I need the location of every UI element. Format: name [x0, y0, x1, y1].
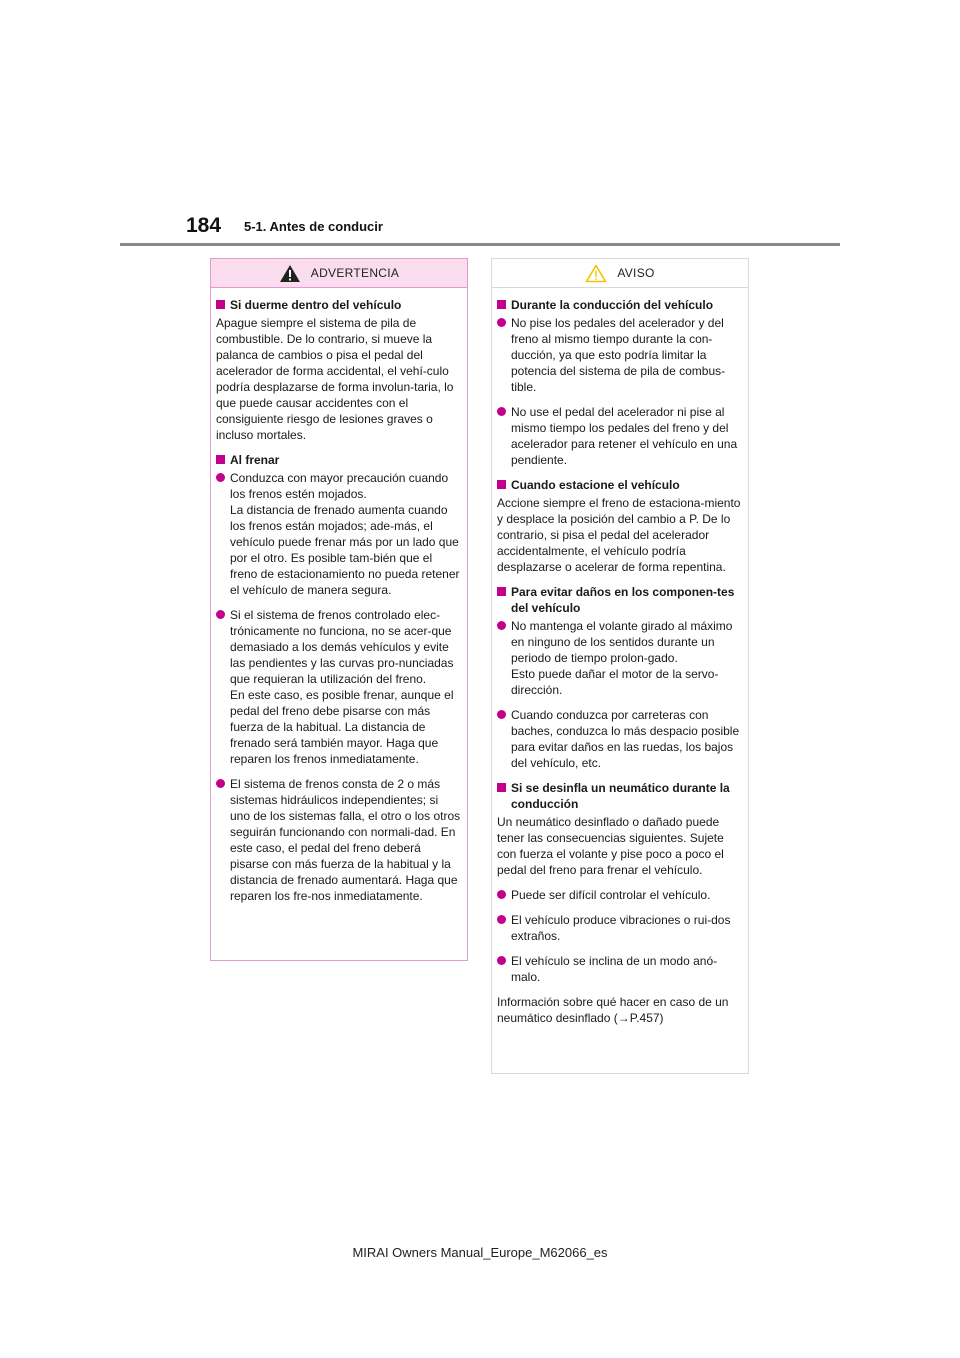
circle-bullet-icon	[497, 621, 506, 630]
warning-box-header	[211, 259, 467, 288]
section-heading	[497, 297, 742, 313]
warning-triangle-outline-icon	[585, 264, 607, 283]
list-item	[216, 607, 461, 767]
section-heading-text: Cuando estacione el vehículo	[511, 478, 680, 492]
list-item-text: Cuando conduzca por carreteras con baches, conduzca lo más despacio posible para evitar daños en las ruedas, los bajos del vehículo, etc.	[511, 708, 740, 770]
list-item	[497, 404, 742, 468]
section-heading	[216, 297, 461, 313]
section-heading	[497, 477, 742, 493]
circle-bullet-icon	[497, 710, 506, 719]
list-item	[216, 776, 461, 904]
section-title: 5-1. Antes de conducir	[244, 219, 383, 234]
list-item-text: Conduzca con mayor precaución cuando los frenos estén mojados. La distancia de frenado aumenta cuando los frenos están mojados; ade-más, el vehículo puede frenar más por un lado que por el otro. Es posible tam-bién que el freno de estacionamiento no pueda retener el vehículo de manera segura.	[230, 471, 460, 597]
circle-bullet-icon	[216, 473, 225, 482]
section-heading-text: Para evitar daños en los componen-tes del vehículo	[511, 585, 735, 615]
square-bullet-icon	[216, 300, 225, 309]
page-number: 184	[186, 214, 222, 237]
section-heading	[216, 452, 461, 468]
list-item	[497, 953, 742, 985]
list-item-text: Si el sistema de frenos controlado elec-trónicamente no funciona, no se acer-que demasiado a los demás vehículos y evite las pendientes y las curvas pro-nunciadas que requieran la utilización del freno. En este caso, es posible frenar, aunque el pedal del freno debe pisarse con más fuerza de la habitual. La distancia de frenado será también mayor. Haga que reparen los frenos inmediatamente.	[230, 608, 454, 766]
header-rule	[120, 243, 840, 246]
section-heading-text: Durante la conducción del vehículo	[511, 298, 714, 312]
list-item-text: No mantenga el volante girado al máximo en ninguno de los sentidos durante un periodo de tiempo prolon-gado. Esto puede dañar el motor de la servo-dirección.	[511, 619, 733, 697]
caution-box	[491, 258, 749, 1074]
square-bullet-icon	[497, 783, 506, 792]
list-item	[497, 887, 742, 903]
circle-bullet-icon	[497, 407, 506, 416]
circle-bullet-icon	[216, 610, 225, 619]
list-item-text: Puede ser difícil controlar el vehículo.	[511, 888, 711, 902]
circle-bullet-icon	[497, 890, 506, 899]
section-heading	[497, 780, 742, 812]
list-item-text: El vehículo produce vibraciones o rui-dos extraños.	[511, 913, 731, 943]
list-item	[216, 470, 461, 598]
page-reference-note[interactable]: Información sobre qué hacer en caso de un neumático desinflado (→P.457)	[497, 995, 729, 1025]
square-bullet-icon	[216, 455, 225, 464]
section-heading	[497, 584, 742, 616]
warning-triangle-filled-icon	[279, 264, 301, 283]
section-paragraph: Apague siempre el sistema de pila de combustible. De lo contrario, si mueve la palanca de cambios o pisa el pedal del acelerador de forma accidental, el vehí-culo podría desplazarse de forma involun-taria, lo que puede causar accidentes con el consiguiente riesgo de lesiones graves o incluso mortales.	[216, 316, 454, 442]
list-item-text: No pise los pedales del acelerador y del freno al mismo tiempo durante la con-ducción, ya que esto podría limitar la potencia del sistema de pila de combus-tible.	[511, 316, 726, 394]
list-item-text: No use el pedal del acelerador ni pise al mismo tiempo los pedales del freno y del acelerador para retener el vehículo en una pendiente.	[511, 405, 738, 467]
list-item	[497, 707, 742, 771]
section-paragraph: Un neumático desinflado o dañado puede tener las consecuencias siguientes. Sujete con fuerza el volante y pise poco a poco el pedal del freno para frenar el vehículo.	[497, 815, 724, 877]
warning-box	[210, 258, 468, 961]
section-heading-text: Si se desinfla un neumático durante la conducción	[511, 781, 730, 811]
warning-box-title: ADVERTENCIA	[310, 266, 400, 280]
circle-bullet-icon	[216, 779, 225, 788]
warning-box-body	[211, 288, 467, 912]
circle-bullet-icon	[497, 318, 506, 327]
square-bullet-icon	[497, 300, 506, 309]
list-item	[497, 315, 742, 395]
section-heading-text: Si duerme dentro del vehículo	[230, 298, 402, 312]
section-paragraph: Accione siempre el freno de estaciona-miento y desplace la posición del cambio a P. De lo contrario, si pisa el pedal del acelerador accidentalmente, el vehículo podría desplazarse o acelerar de forma repentina.	[497, 496, 741, 574]
square-bullet-icon	[497, 480, 506, 489]
caution-box-body	[492, 288, 748, 1034]
caution-box-title: AVISO	[617, 266, 655, 280]
caution-box-header	[492, 259, 748, 288]
footer-manual-title: MIRAI Owners Manual_Europe_M62066_es	[352, 1245, 608, 1260]
circle-bullet-icon	[497, 915, 506, 924]
list-item	[497, 912, 742, 944]
square-bullet-icon	[497, 587, 506, 596]
list-item-text: El sistema de frenos consta de 2 o más sistemas hidráulicos independientes; si uno de los sistemas falla, el otro o los otros seguirán funcionando con normali-dad. En este caso, el pedal del freno deberá pisarse con más fuerza de la habitual y la distancia de frenado aumentará. Haga que reparen los fre-nos inmediatamente.	[230, 777, 461, 903]
list-item-text: El vehículo se inclina de un modo anó-malo.	[511, 954, 718, 984]
circle-bullet-icon	[497, 956, 506, 965]
section-heading-text: Al frenar	[230, 453, 280, 467]
list-item	[497, 618, 742, 698]
